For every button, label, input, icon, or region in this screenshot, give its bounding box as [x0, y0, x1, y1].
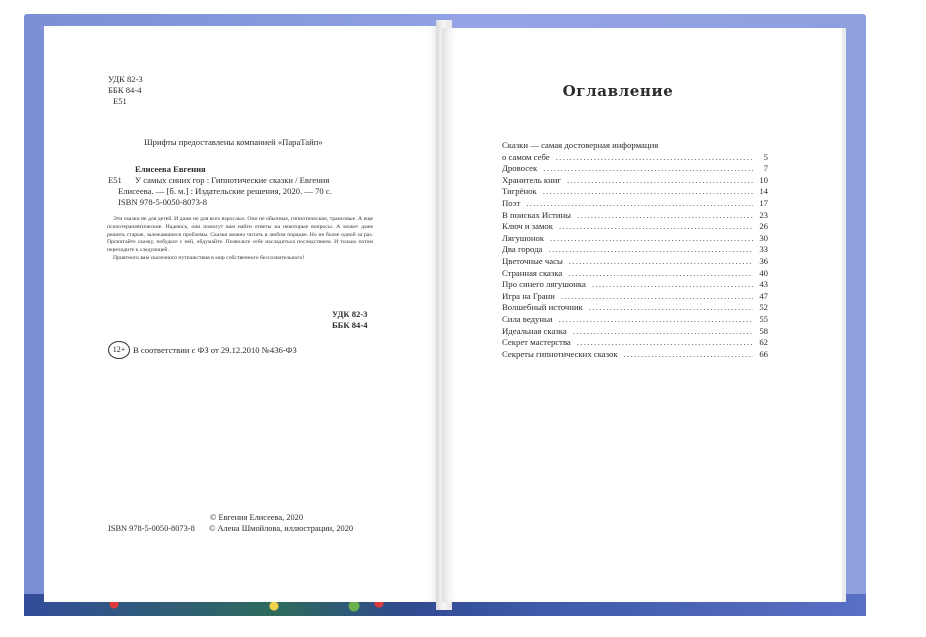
toc-row[interactable]	[502, 233, 768, 245]
bib-line-2: Елисеева. — [б. м.] : Издательские решения, 2020. — 70 с.	[118, 186, 332, 196]
toc-leader	[559, 221, 753, 233]
toc-leader	[568, 268, 753, 280]
toc-row[interactable]	[502, 302, 768, 314]
fonts-credit: Шрифты предоставлены компанией «ПараТайп»	[144, 137, 323, 147]
toc-row[interactable]	[502, 175, 768, 187]
toc-row[interactable]	[502, 337, 768, 349]
toc-entry-title: Секрет мастерства	[502, 337, 571, 348]
toc-leader	[592, 279, 753, 291]
toc-entry-title: Игра на Грани	[502, 290, 555, 301]
toc-entry-title: Хранитель книг	[502, 174, 561, 185]
toc-entry-title: Идеальная сказка	[502, 325, 567, 336]
toc-entry-page: 17	[759, 197, 768, 208]
toc-first-line: Сказки — самая достоверная информация	[502, 140, 659, 150]
toc-row[interactable]	[502, 279, 768, 291]
annotation-paragraph: Эти сказки не для детей. И даже не для всех взрослых. Они не обычные, гипнотические, трансовые. А еще психотерапевтические. Надеюсь, они помогут вам найти ответы на некоторые вопросы. А может даже решить старые, залежавшиеся проблемы. Сказки можно читать в любом порядке. Но не более одной за раз. Прочитайте сказку, побудьте с ней, обдумайте. Позвольте себе насладиться последствием. И только потом переходите к следующей.	[107, 216, 373, 254]
toc-leader	[526, 198, 753, 210]
toc-entry-page: 33	[759, 244, 768, 255]
toc-entry-title: Волшебный источник	[502, 302, 583, 313]
annotation-paragraph: Приятного вам сказочного путешествия в мир собственного бессознательного!	[113, 254, 305, 261]
toc-entry-title: Дровосек	[502, 163, 538, 174]
toc-entry-title: Ключ и замок	[502, 221, 554, 232]
bib-line-1: У самых синих гор : Гипнотические сказки / Евгения	[135, 175, 330, 185]
toc-row[interactable]	[502, 152, 768, 164]
toc-row[interactable]	[502, 349, 768, 361]
toc-leader	[543, 163, 753, 175]
toc-entry-page: 23	[759, 209, 768, 220]
annotation	[107, 216, 373, 263]
bib-code: Е51	[108, 175, 122, 185]
toc-entry-title: Тигрёнок	[502, 186, 537, 197]
udk-bottom: УДК 82-3	[332, 309, 368, 319]
toc-entry-title: Лягушонок	[502, 232, 545, 243]
toc-entry-title: Секреты гипнотических сказок	[502, 348, 618, 359]
udk-top: УДК 82-3	[108, 74, 143, 84]
toc-entry-title: о самом себе	[502, 151, 550, 162]
toc-leader	[569, 256, 753, 268]
toc-leader	[577, 337, 753, 349]
toc-entry-page: 5	[763, 151, 768, 162]
toc-entry-page: 7	[763, 163, 768, 174]
toc-entry-page: 43	[759, 279, 768, 290]
toc-entry-page: 62	[759, 337, 768, 348]
toc-entry-title: Сила ведуньи	[502, 313, 553, 324]
author-name: Елисеева Евгения	[135, 164, 206, 174]
toc-leader	[548, 244, 753, 256]
bbk-bottom: ББК 84-4	[332, 320, 368, 330]
toc-leader	[577, 210, 753, 222]
toc-row[interactable]	[502, 291, 768, 303]
toc-entry-page: 47	[759, 290, 768, 301]
toc-entry-page: 10	[759, 174, 768, 185]
toc-entry-title: Про синего лягушонка	[502, 279, 586, 290]
age-rating-badge: 12+	[108, 341, 130, 359]
toc-title: Оглавление	[562, 82, 674, 100]
toc-entry-page: 40	[759, 267, 768, 278]
toc-entry-title: Странная сказка	[502, 267, 563, 278]
table-of-contents	[502, 140, 768, 360]
toc-row[interactable]	[502, 210, 768, 222]
toc-entry-page: 55	[759, 313, 768, 324]
toc-entry-title: Цветочные часы	[502, 255, 563, 266]
toc-entry-title: В поисках Истины	[502, 209, 571, 220]
toc-row[interactable]	[502, 198, 768, 210]
toc-leader	[573, 326, 753, 338]
toc-row[interactable]	[502, 163, 768, 175]
age-law-note: В соответствии с ФЗ от 29.12.2010 №436-ФЗ	[133, 345, 297, 355]
copyright-author: © Евгения Елисеева, 2020	[210, 513, 304, 522]
toc-entry-page: 36	[759, 255, 768, 266]
toc-row[interactable]	[502, 256, 768, 268]
toc-entry-title: Два города	[502, 244, 543, 255]
toc-leader	[550, 233, 753, 245]
isbn-bottom: ISBN 978-5-0050-8073-8	[108, 524, 195, 533]
toc-row[interactable]	[502, 221, 768, 233]
toc-row[interactable]	[502, 314, 768, 326]
bbk-top: ББК 84-4	[108, 85, 142, 95]
toc-entry-page: 26	[759, 221, 768, 232]
toc-row[interactable]	[502, 186, 768, 198]
toc-entry-page: 52	[759, 302, 768, 313]
bib-line-3: ISBN 978-5-0050-8073-8	[118, 197, 208, 207]
toc-leader	[589, 302, 753, 314]
toc-leader	[624, 349, 753, 361]
toc-leader	[559, 314, 753, 326]
toc-leader	[556, 152, 753, 164]
toc-entry-title: Поэт	[502, 197, 521, 208]
toc-leader	[561, 291, 753, 303]
toc-entry-page: 30	[759, 232, 768, 243]
toc-leader	[567, 175, 753, 187]
toc-row[interactable]	[502, 268, 768, 280]
toc-row[interactable]	[502, 326, 768, 338]
code-top: Е51	[113, 96, 127, 106]
toc-leader	[543, 186, 753, 198]
toc-entry-page: 66	[759, 348, 768, 359]
copyright-illustrator: © Алена Шмойлова, иллюстрации, 2020	[209, 524, 354, 533]
toc-entry-page: 58	[759, 325, 768, 336]
toc-row[interactable]	[502, 244, 768, 256]
toc-entry-page: 14	[759, 186, 768, 197]
